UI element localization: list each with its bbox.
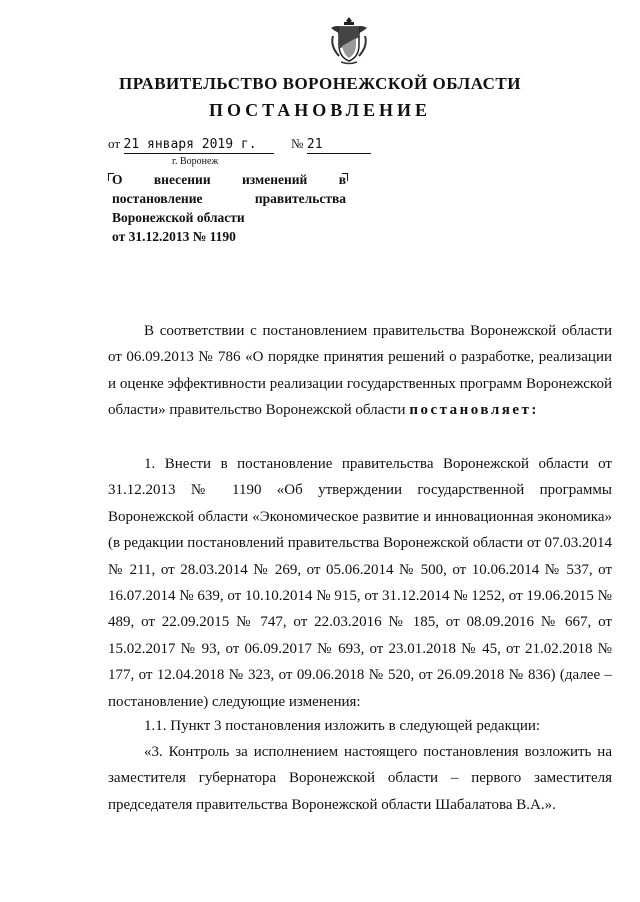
document-date: 21 января 2019 г. [123,137,257,152]
item-1-1-paragraph: 1.1. Пункт 3 постановления изложить в следующей редакции: [144,718,541,734]
subject-line: постановление правительства [112,191,346,206]
document-subject [112,170,346,246]
coat-of-arms-icon [327,14,371,66]
subject-line: Воронежской области [112,210,245,225]
item-1-1-text-paragraph: «3. Контроль за исполнением настоящего постановления возложить на заместителя губернатора Воронежской области – первого заместителя председателя правительства Воронежской области Шабалатова В.А.». [108,744,612,813]
document-type-heading: ПОСТАНОВЛЕНИЕ [208,100,432,120]
number-field [307,137,371,154]
city-label: г. Воронеж [172,156,219,167]
registration-line [108,136,371,154]
date-field [124,137,274,154]
document-number: 21 [306,137,323,152]
subject-line: О внесении изменений в [112,172,346,187]
preamble-text: В соответствии с постановлением правительства Воронежской области от 06.09.2013 № 786 «О порядке принятия решений о разработке, реализации и оценке эффективности реализации государственных программ Воронежской области» правительство Воронежской области [108,323,612,419]
subject-line: от 31.12.2013 № 1190 [112,229,236,244]
resolves-word: постановляет: [409,402,539,419]
date-prefix: от [108,136,121,151]
organization-title: ПРАВИТЕЛЬСТВО ВОРОНЕЖСКОЙ ОБЛАСТИ [118,74,521,93]
number-label: № [291,136,304,151]
preamble-paragraph [108,318,612,424]
item-1-paragraph: 1. Внести в постановление правительства Воронежской области от 31.12.2013 № 1190 «Об утверждении государственной программы Воронежской области «Экономическое развитие и инновационная экономика» (в редакции постановлений правительства Воронежской области от 07.03.2014 № 211, от 28.03.2014 № 269, от 05.06.2014 № 500, от 10.06.2014 № 537, от 16.07.2014 № 639, от 10.10.2014 № 915, от 31.12.2014 № 1252, от 19.06.2015 № 489, от 22.09.2015 № 747, от 22.03.2016 № 185, от 08.09.2016 № 667, от 15.02.2017 № 93, от 06.09.2017 № 693, от 23.01.2018 № 45, от 21.02.2018 № 177, от 12.04.2018 № 323, от 09.06.2018 № 520, от 26.09.2018 № 836) (далее – постановление) следующие изменения: [108,456,612,710]
